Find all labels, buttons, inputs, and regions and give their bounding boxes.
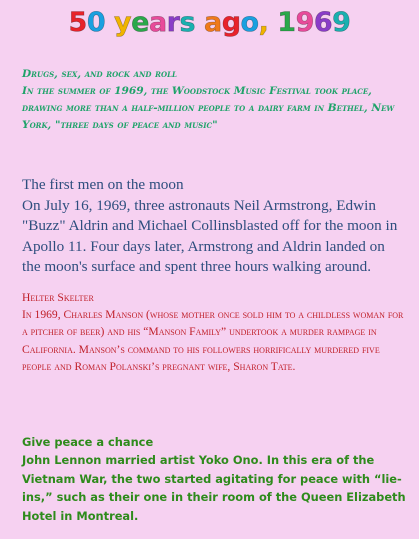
- moon-heading: The first men on the moon: [22, 176, 184, 193]
- peace-section: [22, 433, 407, 525]
- title-letter: 1: [277, 7, 296, 38]
- woodstock-heading: Drugs, sex, and rock and roll: [22, 68, 177, 80]
- title-letter: a: [148, 7, 167, 38]
- title-letter: 9: [295, 7, 314, 38]
- page-title: [0, 6, 419, 40]
- title-letter: g: [221, 7, 241, 38]
- title-letter: 5: [68, 7, 87, 38]
- title-letter: [105, 6, 114, 40]
- title-letter: a: [203, 7, 222, 38]
- title-letter: e: [131, 7, 149, 38]
- title-letter: ,: [258, 7, 269, 38]
- peace-body: John Lennon married artist Yoko Ono. In this era of the Vietnam War, the two started agitating for peace with “lie-ins,” such as their one in their room of the Queen Elizabeth Hotel in Montreal.: [22, 453, 406, 523]
- title-letter: 0: [86, 7, 106, 38]
- title-letter: s: [179, 7, 196, 38]
- manson-section: [22, 289, 407, 375]
- title-letter: y: [114, 7, 132, 38]
- manson-heading: Helter Skelter: [22, 291, 94, 304]
- title-letter: 9: [332, 7, 351, 38]
- title-letter: 6: [313, 7, 333, 38]
- manson-body: In 1969, Charles Manson (whose mother once sold him to a childless woman for a pitcher of beer) and his “Manson Family” undertook a murder rampage in California. Manson’s command to his followers horrifically murdered five people and Roman Polanski’s pregnant wife, Sharon Tate.: [22, 308, 404, 373]
- title-letter: r: [166, 7, 180, 38]
- woodstock-section: [22, 66, 407, 134]
- title-letter: [268, 6, 277, 40]
- moon-section: [22, 175, 407, 278]
- moon-body: On July 16, 1969, three astronauts Neil Armstrong, Edwin "Buzz" Aldrin and Michael Collinsblasted off for the moon in Apollo 11. Four days later, Armstrong and Aldrin landed on the moon's surface and spent three hours walking around.: [22, 196, 398, 275]
- title-letter: [195, 6, 204, 40]
- title-letter: o: [240, 7, 259, 38]
- peace-heading: Give peace a chance: [22, 435, 154, 449]
- woodstock-body: In the summer of 1969, the Woodstock Music Festival took place, drawing more than a half-million people to a dairy farm in Bethel, New York, "three days of peace and music": [22, 85, 395, 131]
